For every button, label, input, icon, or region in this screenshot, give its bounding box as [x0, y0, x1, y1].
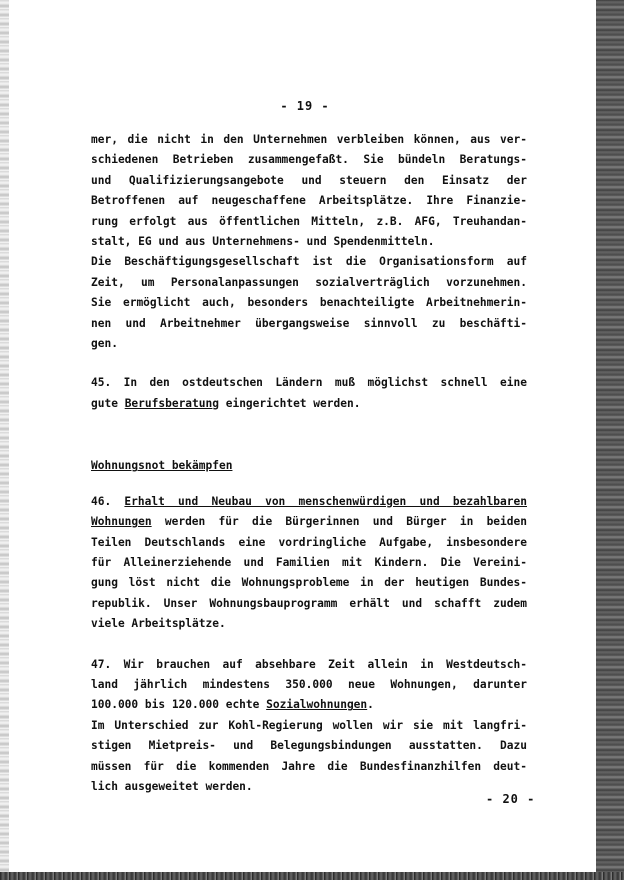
text-line: viele Arbeitsplätze. — [91, 617, 226, 631]
text-line: land jährlich mindestens 350.000 neue Wohnungen, darunter — [91, 677, 527, 691]
text-line: lich ausgeweitet werden. — [91, 779, 253, 793]
text-line: gen. — [91, 337, 118, 351]
text-line: stalt, EG und aus Unternehmens- und Spendenmitteln. — [91, 235, 435, 249]
text-line — [91, 492, 527, 512]
text-line: schiedenen Betrieben zusammengefaßt. Sie bündeln Beratungs- — [91, 153, 527, 167]
text-line — [91, 695, 527, 715]
text-fragment: 100.000 bis 120.000 echte — [91, 698, 267, 712]
page-number-bottom: - 20 - — [486, 792, 536, 806]
text-line: Teilen Deutschlands eine vordringliche Aufgabe, insbesondere — [91, 535, 527, 549]
page-number-top: - 19 - — [280, 99, 330, 113]
text-line: Sie ermöglicht auch, besonders benachteiligte Arbeitnehmerin- — [91, 296, 527, 310]
paragraph-46 — [91, 492, 527, 635]
text-line: gung löst nicht die Wohnungsprobleme in der heutigen Bundes- — [91, 576, 527, 590]
text-fragment: werden für die Bürgerinnen und Bürger in beiden — [151, 515, 527, 529]
text-line: mer, die nicht in den Unternehmen verbleiben können, aus ver- — [91, 133, 527, 146]
scan-border-right — [596, 0, 624, 880]
underlined-term-berufsberatung: Berufsberatung — [124, 396, 219, 410]
text-line: müssen für die kommenden Jahre die Bundesfinanzhilfen deut- — [91, 759, 527, 773]
paragraph-intro — [91, 130, 527, 354]
underlined-term-wohnungen: Wohnungen — [91, 515, 152, 529]
document-body — [91, 130, 527, 797]
scan-border-bottom — [0, 872, 624, 880]
text-line: für Alleinerziehende und Familien mit Kindern. Die Vereini- — [91, 555, 527, 569]
text-line: stigen Mietpreis- und Belegungsbindungen ausstatten. Dazu — [91, 739, 527, 753]
underlined-phrase: Erhalt und Neubau von menschenwürdigen und bezahlbaren — [124, 494, 527, 508]
scan-border-left — [0, 0, 9, 880]
text-line: Betroffenen auf neugeschaffene Arbeitsplätze. Ihre Finanzie- — [91, 194, 527, 208]
text-line — [91, 512, 527, 532]
text-line: und Qualifizierungsangebote und steuern den Einsatz der — [91, 173, 527, 187]
paragraph-47 — [91, 655, 527, 798]
text-line: 45. In den ostdeutschen Ländern muß möglichst schnell eine — [91, 376, 527, 390]
section-heading: Wohnungsnot bekämpfen — [91, 459, 233, 473]
text-line: Die Beschäftigungsgesellschaft ist die Organisationsform auf — [91, 255, 527, 269]
paragraph-45 — [91, 373, 527, 414]
text-line: 47. Wir brauchen auf absehbare Zeit allein in Westdeutsch- — [91, 657, 527, 671]
text-line — [91, 394, 527, 414]
text-line: republik. Unser Wohnungsbauprogramm erhält und schafft zudem — [91, 596, 527, 610]
text-line: Zeit, um Personalanpassungen sozialverträglich vorzunehmen. — [91, 275, 527, 289]
paragraph-number: 46. — [91, 494, 125, 508]
text-line: nen und Arbeitnehmer übergangsweise sinnvoll zu beschäfti- — [91, 316, 527, 330]
text-fragment: eingerichtet werden. — [218, 396, 361, 410]
text-fragment: . — [367, 698, 374, 712]
text-line: rung erfolgt aus öffentlichen Mitteln, z.B. AFG, Treuhandan- — [91, 214, 527, 228]
underlined-term-sozialwohnungen: Sozialwohnungen — [266, 698, 368, 712]
text-line: Im Unterschied zur Kohl-Regierung wollen wir sie mit langfri- — [91, 718, 527, 732]
text-fragment: gute — [91, 396, 125, 410]
